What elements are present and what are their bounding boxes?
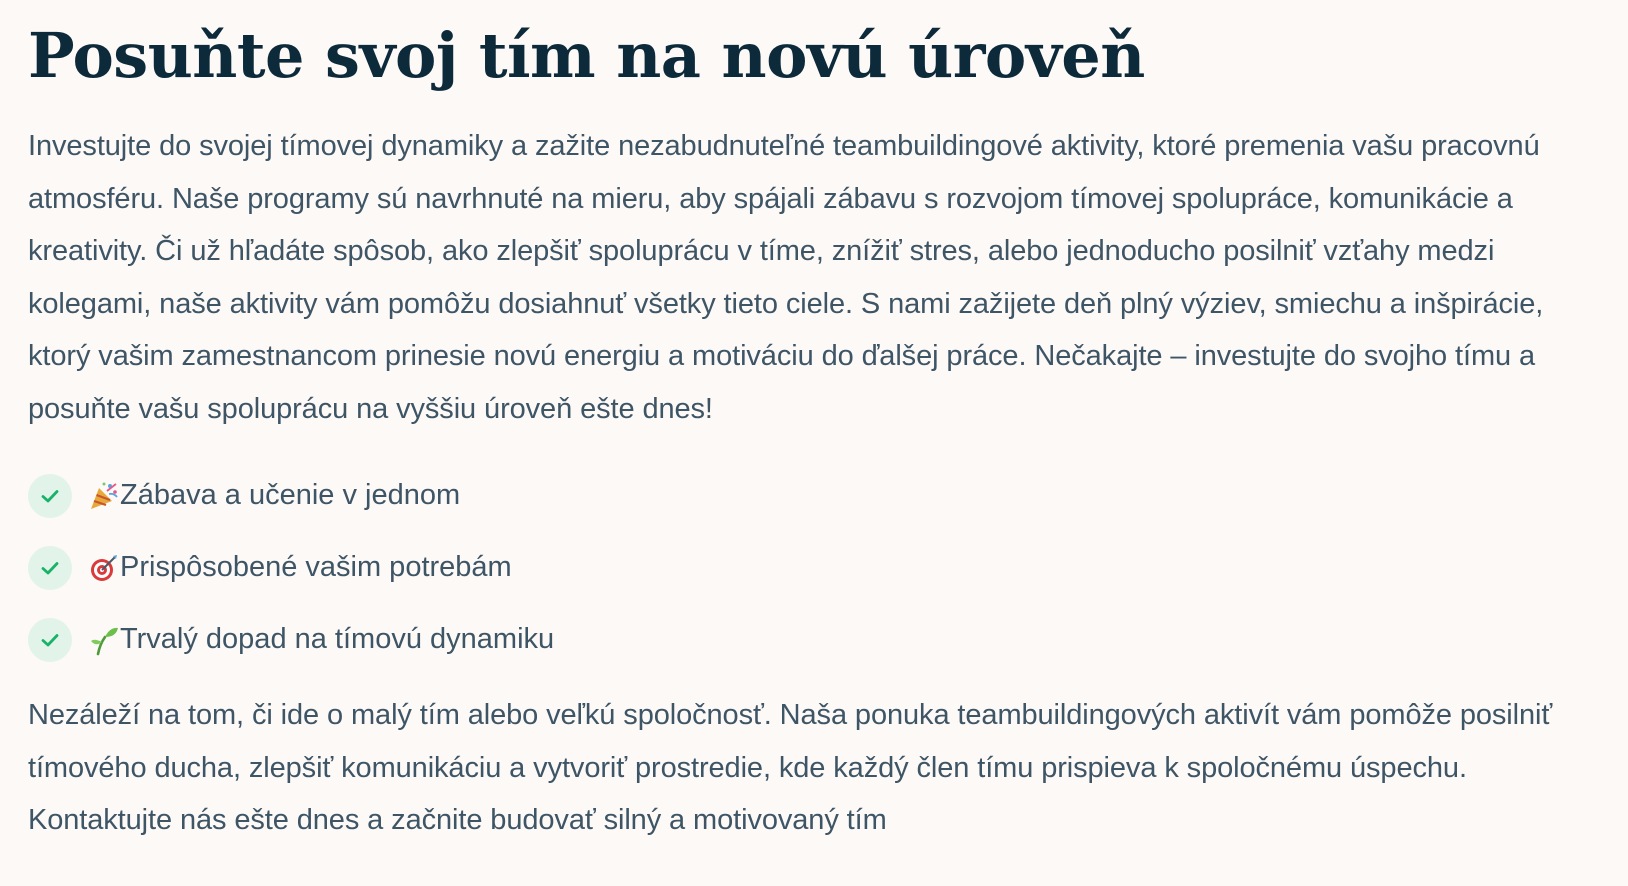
page-title: Posuňte svoj tím na novú úroveň [28,19,1145,92]
check-icon [28,474,72,518]
intro-paragraph: Investujte do svojej tímovej dynamiky a zažite nezabudnuteľné teambuildingové aktivity, ktoré premenia vašu pracovnú atmosféru. Naše programy sú navrhnuté na mieru, aby spájali zábavu s rozvojom tímovej spolupráce, komunikácie a kreativity. Či už hľadáte spôsob, ako zlepšiť spoluprácu v tíme, znížiť stres, alebo jednoducho posilniť vzťahy medzi kolegami, naše aktivity vám pomôžu dosiahnuť všetky tieto ciele. S nami zažijete deň plný výziev, smiechu a inšpirácie, ktorý vašim zamestnancom prinesie novú energiu a motiváciu do ďalšej práce. Nečakajte – investujte do svojho tímu a posuňte vašu spoluprácu na vyššiu úroveň ešte dnes! [28,130,1544,425]
check-icon [28,618,72,662]
feature-item [28,473,1600,518]
feature-label: Prispôsobené vašim potrebám [120,551,512,583]
outro-paragraph: Nezáleží na tom, či ide o malý tím alebo veľkú spoločnosť. Naša ponuka teambuildingových aktivít vám pomôže posilniť tímového ducha, zlepšiť komunikáciu a vytvoriť prostredie, kde každý člen tímu prispieva k spoločnému úspechu. Kontaktujte nás ešte dnes a začnite budovať silný a motivovaný tím [28,699,1553,836]
feature-label: Trvalý dopad na tímovú dynamiku [120,623,555,655]
check-icon [28,546,72,590]
feature-list [28,473,1600,662]
feature-item [28,545,1600,590]
feature-item [28,617,1600,662]
seedling-icon [88,624,120,656]
target-icon [88,552,120,584]
party-popper-icon [88,480,120,512]
feature-label: Zábava a učenie v jednom [120,479,461,511]
